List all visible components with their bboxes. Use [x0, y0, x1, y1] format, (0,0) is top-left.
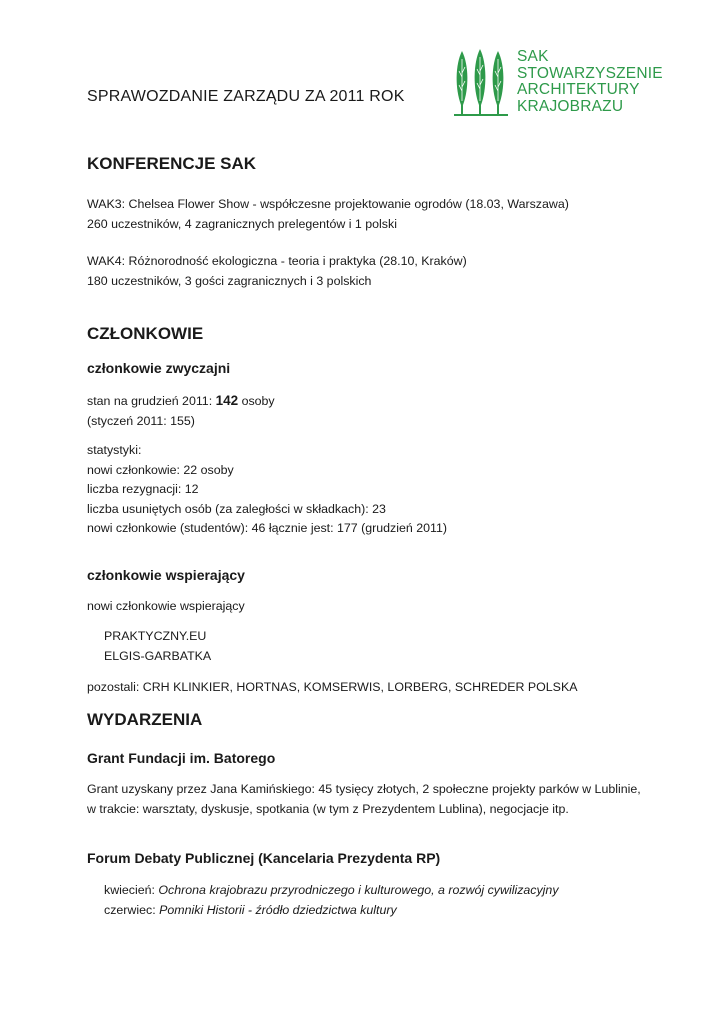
section-heading-members: CZŁONKOWIE — [87, 324, 204, 343]
conference-wak4-stats: 180 uczestników, 3 gości zagranicznych i 3 polskich — [87, 273, 372, 288]
supporting-new-list — [104, 627, 211, 666]
regular-members-stats — [87, 441, 447, 539]
stat-new: nowi członkowie: 22 osoby — [87, 462, 234, 477]
subheading-supporting-members: członkowie wspierający — [87, 567, 245, 583]
logo-line: SAK — [517, 48, 549, 65]
status-line — [87, 391, 275, 412]
conference-wak4 — [87, 252, 467, 291]
stats-label: statystyki: — [87, 443, 142, 457]
january-count: (styczeń 2011: 155) — [87, 413, 195, 428]
subheading-batory-grant: Grant Fundacji im. Batorego — [87, 750, 276, 766]
three-trees-icon — [452, 47, 514, 121]
supporting-new-label: nowi członkowie wspierający — [87, 599, 245, 613]
forum-session-june — [104, 901, 559, 921]
stat-resignations: liczba rezygnacji: 12 — [87, 482, 199, 496]
stat-removed: liczba usuniętych osób (za zaległości w składkach): 23 — [87, 501, 386, 516]
batory-line: Grant uzyskany przez Jana Kamińskiego: 45 tysięcy złotych, 2 społeczne projekty parków w Lublinie, — [87, 782, 641, 796]
status-suffix: osoby — [238, 394, 275, 408]
supporting-others: pozostali: CRH KLINKIER, HORTNAS, KOMSERWIS, LORBERG, SCHREDER POLSKA — [87, 680, 578, 694]
conference-wak3-title: WAK3: Chelsea Flower Show - współczesne projektowanie ogrodów (18.03, Warszawa) — [87, 197, 569, 211]
subheading-public-debate-forum: Forum Debaty Publicznej (Kancelaria Prezydenta RP) — [87, 850, 441, 866]
logo-line: KRAJOBRAZU — [517, 97, 624, 115]
logo-line: STOWARZYSZENIE — [517, 64, 663, 82]
list-item: PRAKTYCZNY.EU — [104, 629, 207, 643]
conference-wak4-title: WAK4: Różnorodność ekologiczna - teoria i praktyka (28.10, Kraków) — [87, 254, 467, 268]
logo-line: ARCHITEKTURY — [517, 81, 640, 98]
subheading-regular-members: członkowie zwyczajni — [87, 360, 231, 376]
conference-wak3-stats: 260 uczestników, 4 zagranicznych prelegentów i 1 polski — [87, 216, 397, 231]
section-heading-conferences: KONFERENCJE SAK — [87, 154, 257, 173]
list-item: ELGIS-GARBATKA — [104, 648, 212, 663]
conference-wak3 — [87, 195, 569, 234]
section-heading-events: WYDARZENIA — [87, 710, 203, 729]
sak-logo — [452, 47, 663, 121]
logo-text — [517, 49, 663, 115]
status-prefix: stan na grudzień 2011: — [87, 394, 216, 408]
forum-sessions — [104, 881, 559, 920]
session-topic: Pomniki Historii - źródło dziedzictwa kultury — [159, 902, 397, 917]
forum-session-april — [104, 881, 559, 901]
session-topic: Ochrona krajobrazu przyrodniczego i kulturowego, a rozwój cywilizacyjny — [158, 883, 559, 897]
batory-grant-text — [87, 780, 641, 819]
session-month: czerwiec: — [104, 902, 160, 917]
batory-line: w trakcie: warsztaty, dyskusje, spotkania (w tym z Prezydentem Lublina), negocjacje itp. — [87, 801, 569, 816]
status-count: 142 — [215, 393, 239, 408]
document-title: SPRAWOZDANIE ZARZĄDU ZA 2011 ROK — [87, 88, 405, 105]
stat-students: nowi członkowie (studentów): 46 łącznie jest: 177 (grudzień 2011) — [87, 521, 447, 535]
regular-members-status — [87, 391, 275, 431]
session-month: kwiecień: — [104, 883, 159, 897]
